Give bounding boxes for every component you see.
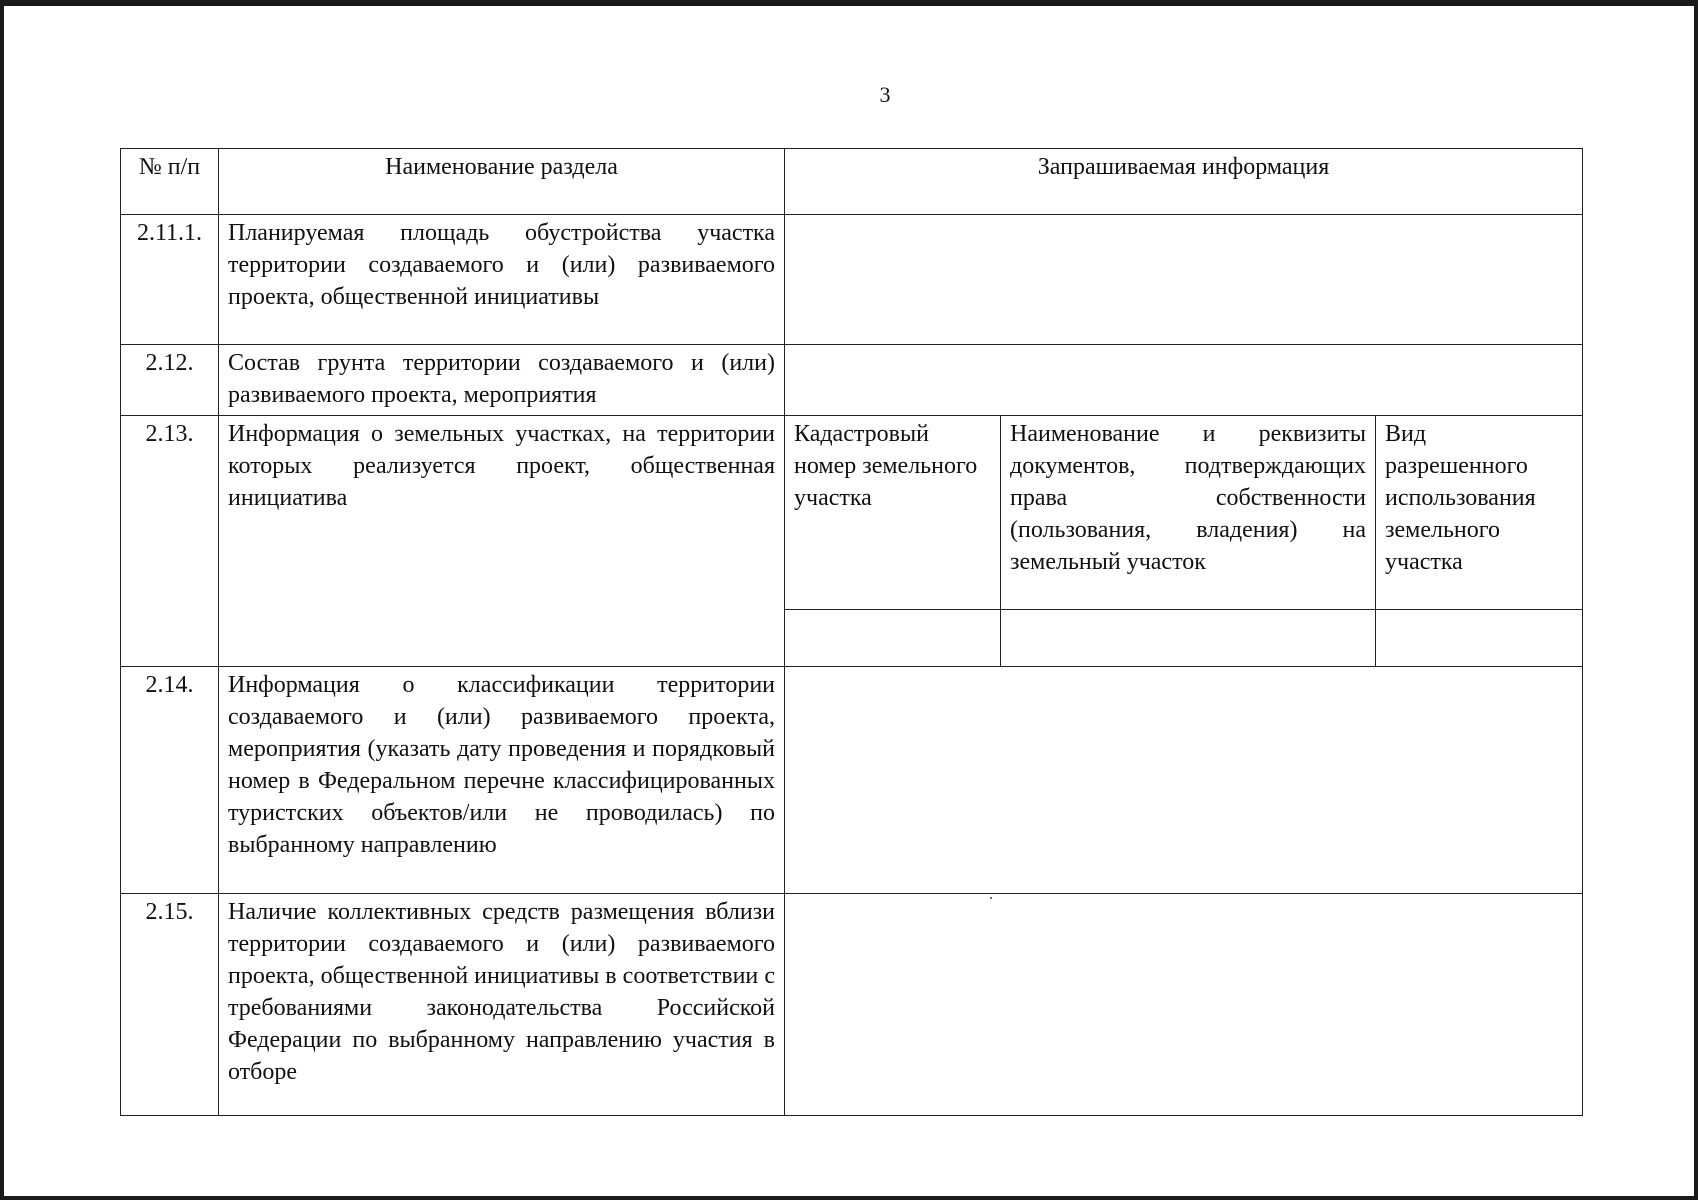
row-requested-info (785, 894, 1583, 1116)
header-requested-info: Запрашиваемая информация (785, 149, 1583, 215)
row-number: 2.12. (121, 345, 219, 416)
scan-speck (990, 897, 992, 899)
requested-info-table (120, 148, 1583, 1116)
row-section-name: Наличие коллективных средств размещения вблизи территории создаваемого и (или) развиваемого проекта, общественной инициативы в соответствии с требованиями законодательства Российской Федерации по выбранному направлению участия в отборе (219, 894, 785, 1116)
subheader-ownership-documents: Наименование и реквизиты документов, подтверждающих права собственности (пользования, владения) на земельный участок (1001, 416, 1376, 610)
subheader-permitted-use: Вид разрешенного использования земельного участка (1376, 416, 1583, 610)
table-row (121, 345, 1583, 416)
table-row (121, 215, 1583, 345)
row-section-name: Состав грунта территории создаваемого и (или) развиваемого проекта, мероприятия (219, 345, 785, 416)
row-number: 2.11.1. (121, 215, 219, 345)
row-section-name: Планируемая площадь обустройства участка территории создаваемого и (или) развиваемого проекта, общественной инициативы (219, 215, 785, 345)
scan-border-top (0, 0, 1698, 6)
row-number: 2.14. (121, 667, 219, 894)
table-row (121, 894, 1583, 1116)
row-requested-info (785, 215, 1583, 345)
scan-border-bottom (0, 1196, 1698, 1200)
row-requested-info (785, 667, 1583, 894)
subheader-cadastral-number: Кадастровый номер земельного участка (785, 416, 1001, 610)
row-number: 2.13. (121, 416, 219, 667)
row-section-name: Информация о земельных участках, на территории которых реализуется проект, общественная инициатива (219, 416, 785, 667)
table-header-row (121, 149, 1583, 215)
page-number: 3 (879, 82, 891, 107)
header-num: № п/п (121, 149, 219, 215)
row-requested-info (785, 345, 1583, 416)
table-row (121, 416, 1583, 610)
scan-border-left (0, 0, 4, 1200)
permitted-use-value (1376, 610, 1583, 667)
scan-border-right (1694, 0, 1698, 1200)
ownership-documents-value (1001, 610, 1376, 667)
table-row (121, 667, 1583, 894)
header-section-name: Наименование раздела (219, 149, 785, 215)
row-section-name: Информация о классификации территории создаваемого и (или) развиваемого проекта, мероприятия (указать дату проведения и порядковый номер в Федеральном перечне классифицированных туристских объектов/или не проводилась) по выбранному направлению (219, 667, 785, 894)
row-number: 2.15. (121, 894, 219, 1116)
cadastral-number-value (785, 610, 1001, 667)
